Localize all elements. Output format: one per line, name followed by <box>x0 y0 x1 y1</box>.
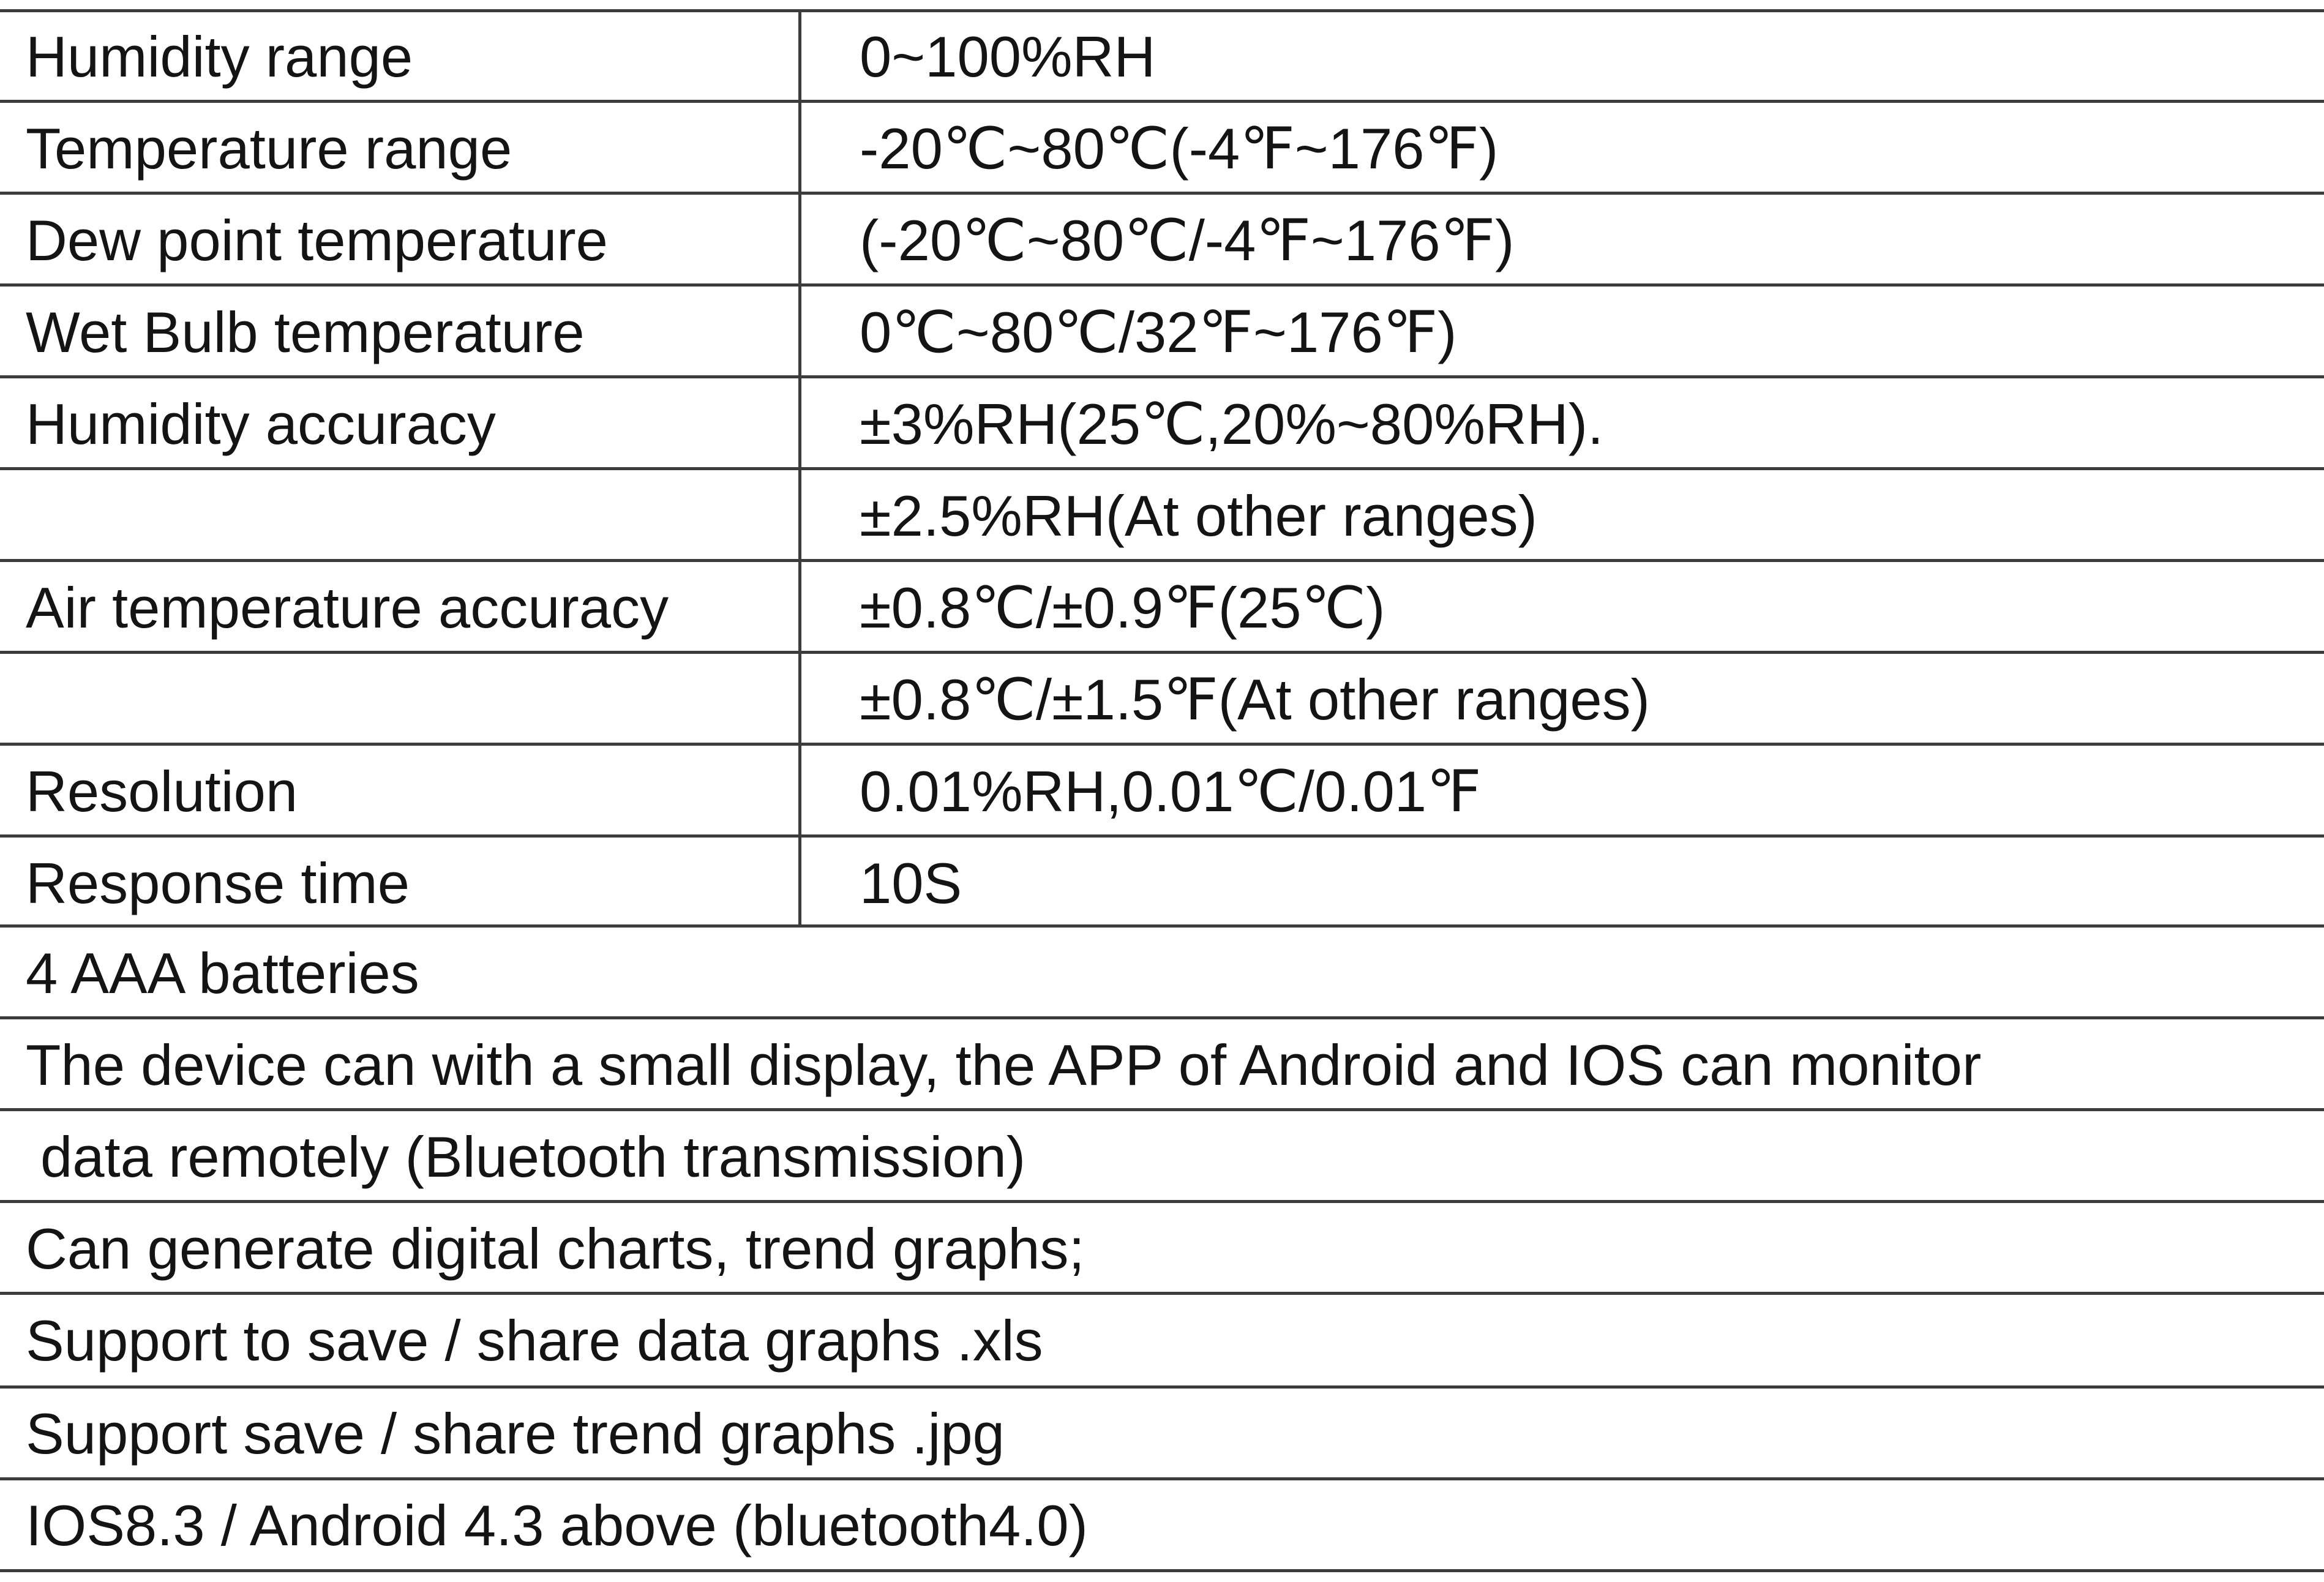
spec-value-humidity-accuracy: ±3%RH(25℃,20%~80%RH). <box>860 392 1604 456</box>
spec-value-dew-point: (-20℃~80℃/-4℉~176℉) <box>860 208 1515 272</box>
spec-label-wet-bulb: Wet Bulb temperature <box>26 300 585 364</box>
spec-value-humidity-accuracy-other: ±2.5%RH(At other ranges) <box>860 484 1537 548</box>
feature-save-xls: Support to save / share data graphs .xls <box>26 1308 1043 1373</box>
spec-label-humidity-accuracy: Humidity accuracy <box>26 392 496 456</box>
feature-save-jpg: Support save / share trend graphs .jpg <box>26 1401 1005 1466</box>
spec-label-humidity-range: Humidity range <box>26 24 413 89</box>
feature-compatibility: IOS8.3 / Android 4.3 above (bluetooth4.0) <box>26 1493 1088 1558</box>
spec-label-temperature-range: Temperature range <box>26 116 512 181</box>
feature-remote-data: data remotely (Bluetooth transmission) <box>40 1125 1026 1189</box>
spec-label-dew-point: Dew point temperature <box>26 208 608 272</box>
spec-value-air-temperature-accuracy-other: ±0.8℃/±1.5℉(At other ranges) <box>860 667 1650 732</box>
feature-app-monitor: The device can with a small display, the APP of Android and IOS can monitor <box>26 1033 1982 1097</box>
column-divider <box>798 9 801 928</box>
spec-value-response-time: 10S <box>860 851 962 915</box>
spec-value-wet-bulb: 0℃~80℃/32℉~176℉) <box>860 300 1457 364</box>
feature-batteries: 4 AAA batteries <box>26 941 419 1005</box>
spec-value-temperature-range: -20℃~80℃(-4℉~176℉) <box>860 116 1499 181</box>
feature-charts: Can generate digital charts, trend graphs; <box>26 1216 1085 1281</box>
spec-value-air-temperature-accuracy: ±0.8℃/±0.9℉(25℃) <box>860 575 1385 640</box>
spec-value-resolution: 0.01%RH,0.01℃/0.01℉ <box>860 759 1482 823</box>
spec-label-air-temperature-accuracy: Air temperature accuracy <box>26 575 669 640</box>
spec-label-resolution: Resolution <box>26 759 298 823</box>
spec-value-humidity-range: 0~100%RH <box>860 24 1156 89</box>
spec-label-response-time: Response time <box>26 851 410 915</box>
